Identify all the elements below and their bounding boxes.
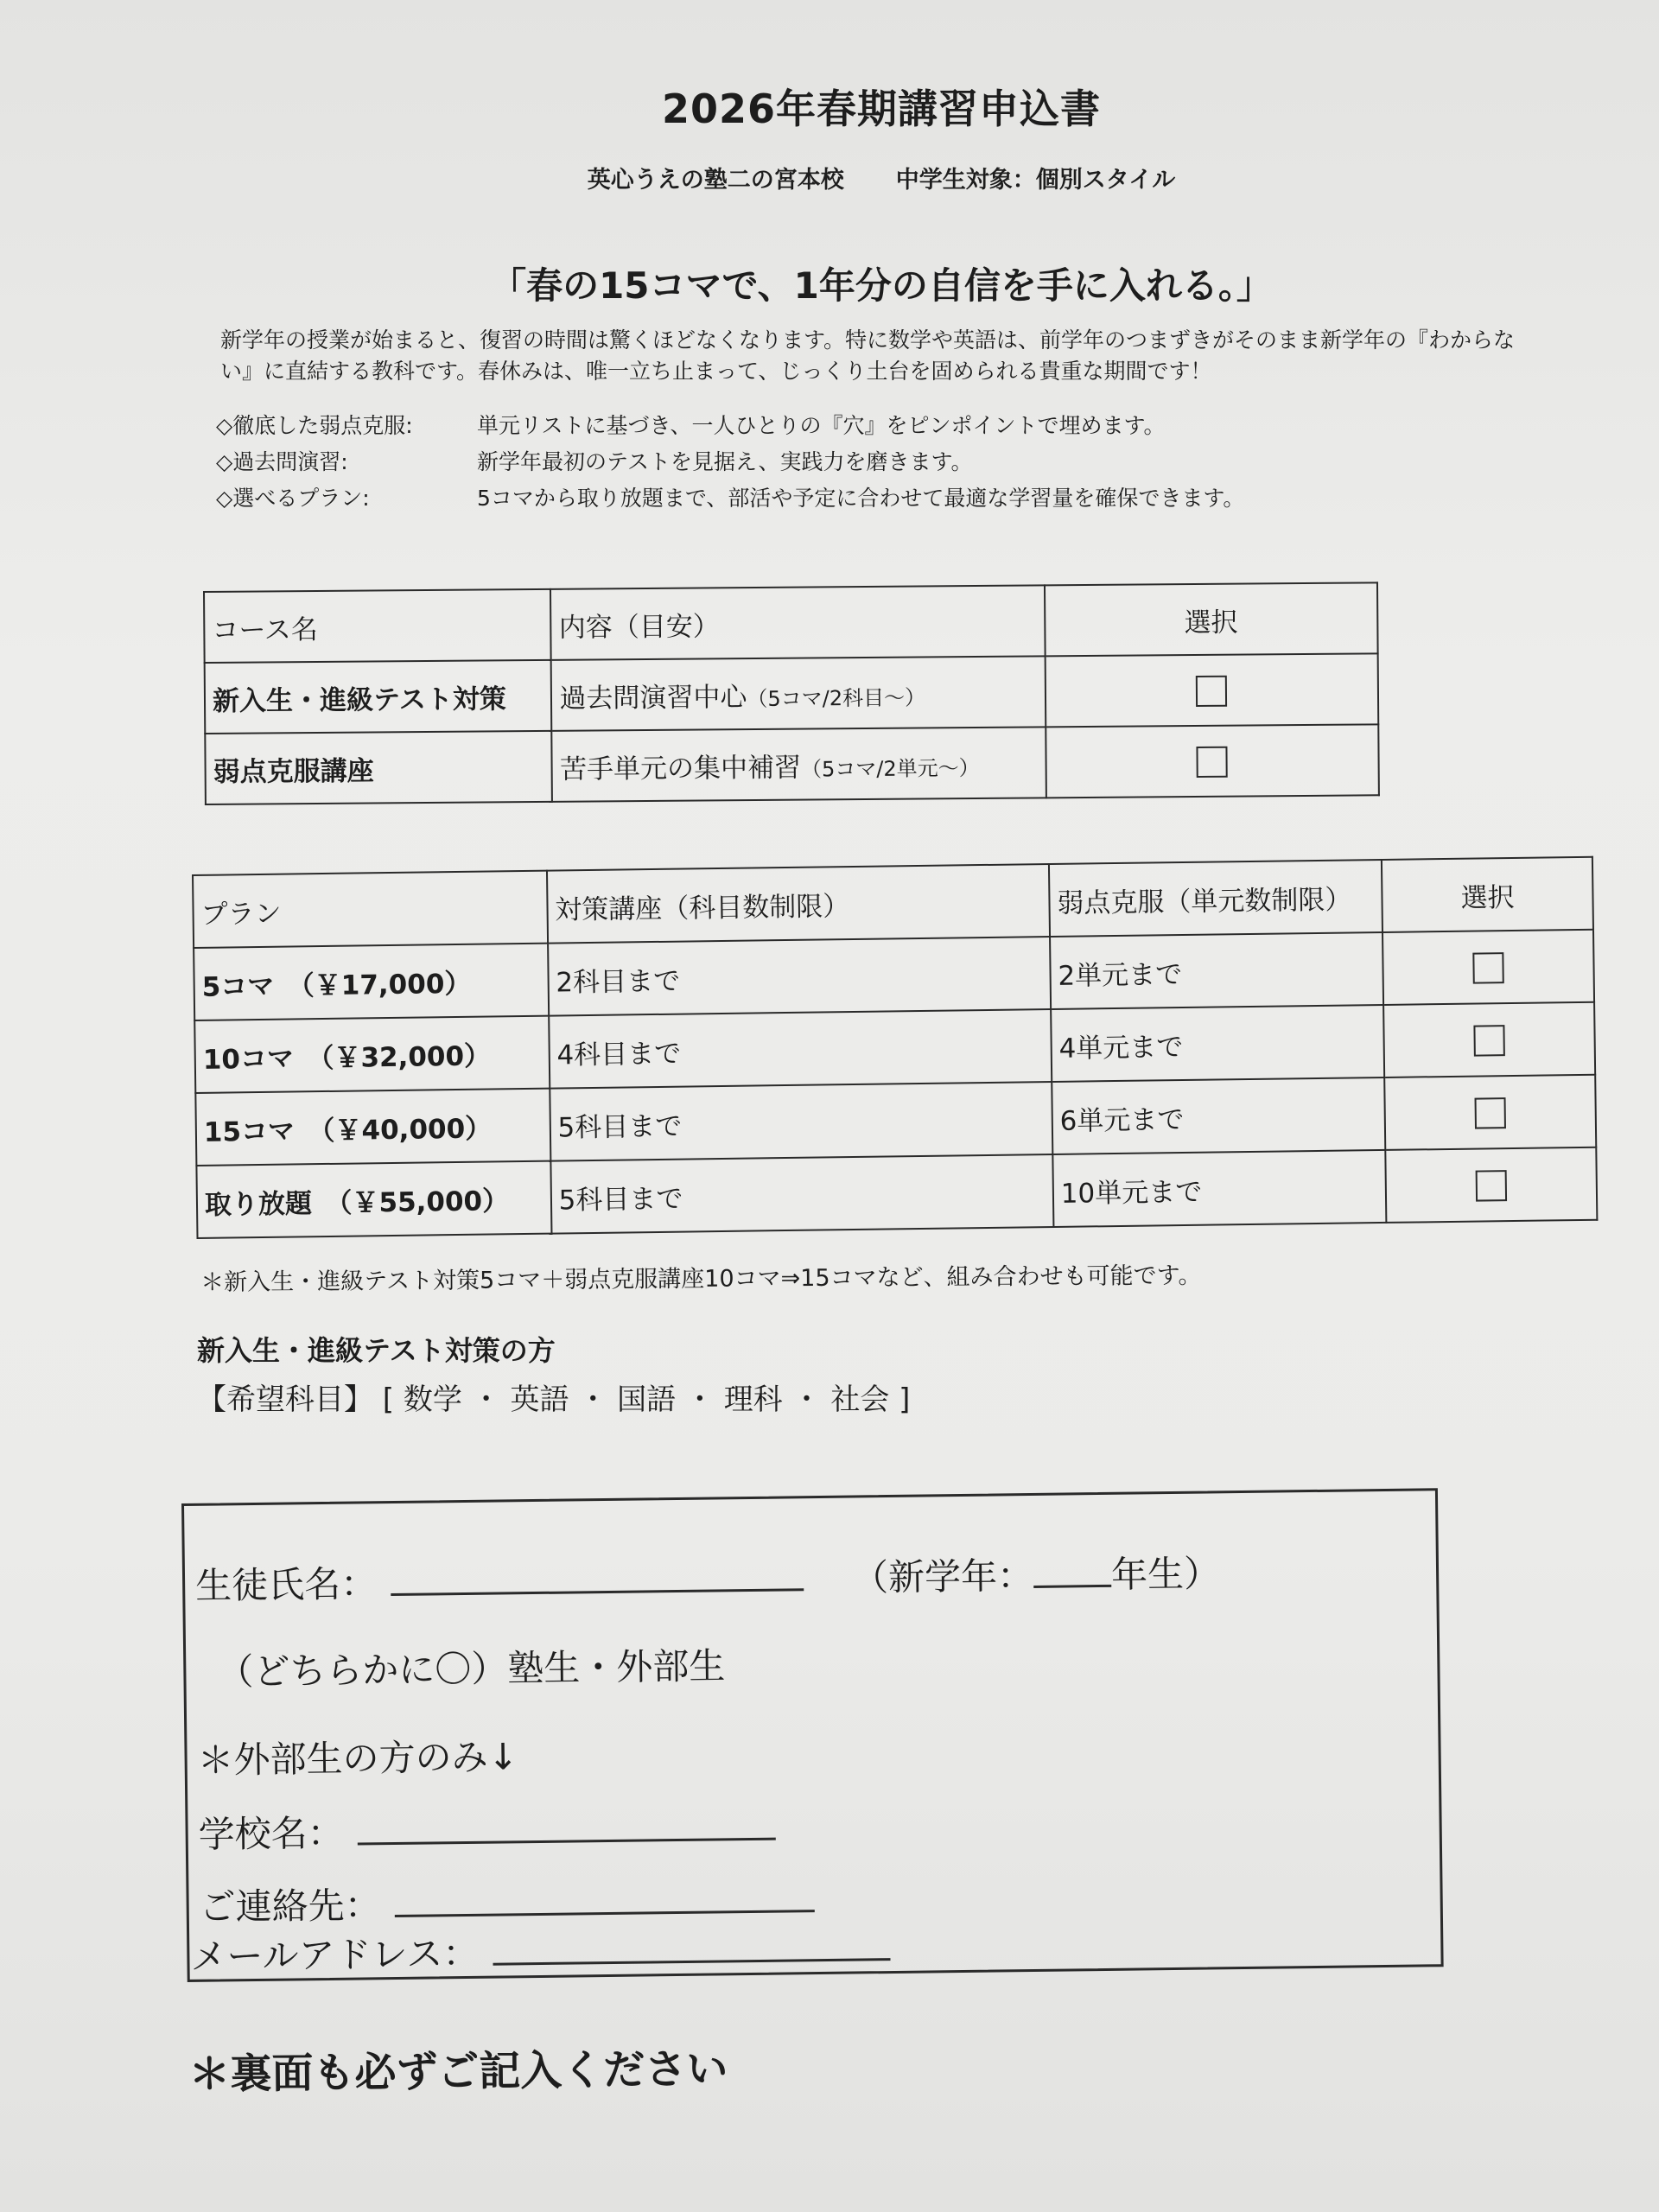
course-content-text: 過去問演習中心 (559, 681, 747, 715)
header-taisaku: 対策講座（科目数制限） (547, 864, 1050, 944)
course-name: 弱点克服講座 (205, 731, 552, 804)
page-title: 2026年春期講習申込書 (661, 86, 1102, 132)
feature-label: ◇選べるプラン: (216, 486, 370, 511)
feature-label: ◇過去問演習: (216, 449, 348, 474)
contact-label: ご連絡先： (199, 1884, 382, 1929)
header-select: 選択 (1045, 582, 1378, 656)
feature-text: 新学年最初のテストを見据え、実践力を磨きます。 (477, 449, 973, 474)
header-select: 選択 (1382, 857, 1593, 932)
external-only-note: ＊外部生の方のみ↓ (197, 1735, 519, 1782)
target-audience: 中学生対象：個別スタイル (895, 167, 1176, 194)
plan-select-cell (1382, 930, 1594, 1005)
feature-item (216, 444, 1244, 480)
plan-jakuten: 2単元まで (1050, 932, 1384, 1009)
plan-jakuten: 4単元まで (1051, 1005, 1385, 1082)
feature-item (216, 408, 1244, 444)
combo-note: ＊新入生・進級テスト対策5コマ＋弱点克服講座10コマ⇒15コマなど、組み合わせも可能です。 (200, 1262, 1202, 1296)
course-name: 新入生・進級テスト対策 (205, 660, 552, 734)
course-checkbox[interactable] (1197, 746, 1228, 777)
plan-select-cell (1385, 1075, 1597, 1150)
subject-choices[interactable]: 【希望科目】 [ 数学 ・ 英語 ・ 国語 ・ 理科 ・ 社会 ] (197, 1382, 911, 1417)
school-name: 英心うえの塾二の宮本校 (587, 167, 844, 194)
course-content-note: （5コマ/2単元～） (800, 755, 980, 782)
course-select-cell (1045, 653, 1378, 727)
email-line (190, 1920, 891, 1980)
student-name-line (195, 1545, 1221, 1609)
header-plan: プラン (193, 871, 548, 948)
plan-select-cell (1386, 1147, 1598, 1223)
plan-jakuten: 10単元まで (1052, 1150, 1387, 1227)
email-field[interactable] (493, 1927, 890, 1966)
plan-checkbox[interactable] (1474, 1025, 1505, 1056)
school-name-field[interactable] (357, 1807, 775, 1846)
school-name-line (198, 1800, 776, 1859)
header-course-name: コース名 (204, 589, 551, 663)
footer-note: ＊裏面も必ずご記入ください (188, 2044, 728, 2099)
plan-table (192, 856, 1598, 1239)
course-content-text: 苦手単元の集中補習 (559, 752, 802, 785)
subtitle (0, 161, 1659, 194)
feature-list (216, 408, 1244, 517)
plan-checkbox[interactable] (1475, 1097, 1506, 1128)
plan-taisaku: 5科目まで (550, 1082, 1052, 1161)
feature-item (216, 480, 1244, 517)
plan-name: 取り放題 （￥55,000） (196, 1161, 551, 1238)
course-checkbox[interactable] (1196, 675, 1227, 706)
plan-name: 5コマ （￥17,000） (194, 944, 549, 1020)
feature-label: ◇徹底した弱点克服: (216, 413, 413, 438)
plan-taisaku: 2科目まで (548, 937, 1051, 1016)
plan-checkbox[interactable] (1476, 1170, 1507, 1201)
catchphrase: 「春の15コマで、1年分の自信を手に入れる。」 (490, 264, 1273, 307)
email-label: メールアドレス： (190, 1931, 480, 1978)
grade-suffix: 年生） (1110, 1552, 1221, 1596)
header-content: 内容（目安） (550, 585, 1045, 659)
school-name-label: 学校名： (198, 1811, 344, 1856)
plan-name: 15コマ （￥40,000） (195, 1089, 550, 1166)
feature-text: 単元リストに基づき、一人ひとりの『穴』をピンポイントで埋めます。 (477, 413, 1166, 438)
plan-checkbox[interactable] (1472, 952, 1503, 983)
table-row (205, 724, 1379, 804)
grade-field[interactable] (1033, 1554, 1111, 1588)
contact-field[interactable] (394, 1878, 814, 1917)
plan-taisaku: 4科目まで (549, 1009, 1052, 1089)
course-table (203, 582, 1380, 805)
course-content (551, 656, 1046, 730)
course-content (552, 727, 1046, 801)
course-content-note: （5コマ/2科目～） (747, 684, 926, 711)
feature-text: 5コマから取り放題まで、部活や予定に合わせて最適な学習量を確保できます。 (477, 486, 1245, 511)
grade-prefix: （新学年： (851, 1554, 1034, 1599)
student-info-box (181, 1488, 1444, 1982)
plan-jakuten: 6単元まで (1052, 1077, 1386, 1154)
plan-select-cell (1383, 1002, 1595, 1077)
plan-name: 10コマ （￥32,000） (194, 1016, 550, 1093)
header-jakuten: 弱点克服（単元数制限） (1049, 860, 1383, 937)
student-name-field[interactable] (391, 1557, 804, 1596)
intro-paragraph: 新学年の授業が始まると、復習の時間は驚くほどなくなります。特に数学や英語は、前学年のつまずきがそのまま新学年の『わからない』に直結する教科です。春休みは、唯一立ち止まって、じっくり土台を固められる貴重な期間です！ (220, 327, 1516, 384)
table-row (205, 653, 1379, 734)
status-line[interactable]: （どちらかに〇）塾生・外部生 (217, 1644, 726, 1694)
student-name-label: 生徒氏名： (194, 1562, 378, 1607)
table-header-row (204, 582, 1378, 663)
subject-heading: 新入生・進級テスト対策の方 (197, 1334, 556, 1367)
plan-taisaku: 5科目まで (550, 1154, 1053, 1234)
course-select-cell (1046, 724, 1379, 798)
